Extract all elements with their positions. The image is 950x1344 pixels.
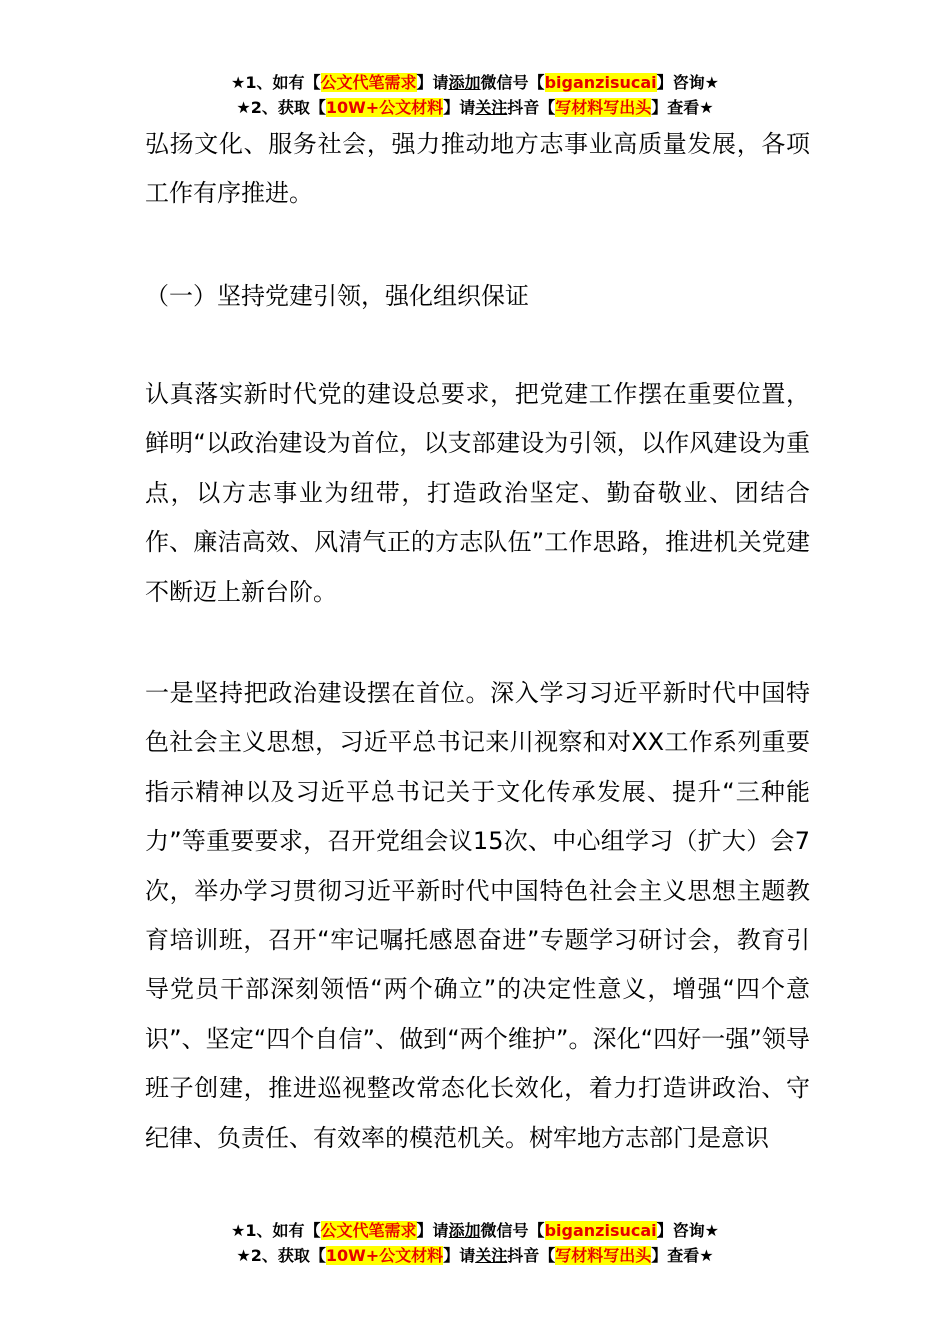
banner-highlight: 写材料写出头	[555, 1246, 652, 1265]
banner-text: 】请	[416, 1221, 449, 1240]
banner-line-2	[0, 95, 950, 120]
paragraph-text: 一是坚持把政治建设摆在首位。深入学习习近平新时代中国特色社会主义思想，习近平总书记来川视察和对XX工作系列重要指示精神以及习近平总书记关于文化传承发展、提升“三种能力”等重要要求，召开党组会议15次、中心组学习（扩大）会7次，举办学习贯彻习近平新时代中国特色社会主义思想主题教育培训班，召开“牢记嘱托感恩奋进”专题学习研讨会，教育引导党员干部深刻领悟“两个确立”的决定性意义，增强“四个意识”、坚定“四个自信”、做到“两个维护”。深化“四好一强”领导班子创建，推进巡视整改常态化长效化，着力打造讲政治、守纪律、负责任、有效率的模范机关。树牢地方志部门是意识	[145, 679, 810, 1152]
paragraph-continuation	[145, 120, 810, 219]
banner-highlight: 写材料写出头	[555, 98, 652, 117]
banner-highlight: biganzisucai	[544, 1221, 657, 1240]
banner-highlight: 公文代笔需求	[320, 73, 417, 92]
banner-text: 抖音【	[507, 98, 556, 117]
banner-line-1	[0, 1218, 950, 1243]
banner-text: 】咨询★	[656, 1221, 719, 1240]
footer-banner	[0, 1218, 950, 1268]
banner-text: 】查看★	[651, 1246, 714, 1265]
banner-emphasis: 添加	[448, 1221, 481, 1240]
banner-text: ★1、如有【	[231, 73, 321, 92]
banner-text: 微信号【	[480, 73, 545, 92]
paragraph-text: 认真落实新时代党的建设总要求，把党建工作摆在重要位置，鲜明“以政治建设为首位，以支部建设为引领，以作风建设为重点，以方志事业为纽带，打造政治坚定、勤奋敬业、团结合作、廉洁高效、风清气正的方志队伍”工作思路，推进机关党建不断迈上新台阶。	[145, 380, 810, 606]
banner-highlight: biganzisucai	[544, 73, 657, 92]
paragraph-political-construction	[145, 669, 810, 1163]
banner-highlight: 10W+公文材料	[325, 98, 444, 117]
banner-text: 微信号【	[480, 1221, 545, 1240]
banner-line-2	[0, 1243, 950, 1268]
banner-text: 】请	[443, 1246, 476, 1265]
banner-text: 抖音【	[507, 1246, 556, 1265]
banner-highlight: 10W+公文材料	[325, 1246, 444, 1265]
banner-text: ★2、获取【	[236, 1246, 326, 1265]
banner-line-1	[0, 70, 950, 95]
section-heading	[145, 272, 810, 321]
banner-text: 】咨询★	[656, 73, 719, 92]
paragraph-party-building	[145, 370, 810, 617]
banner-text: 】查看★	[651, 98, 714, 117]
banner-text: 】请	[416, 73, 449, 92]
paragraph-text: 弘扬文化、服务社会，强力推动地方志事业高质量发展，各项工作有序推进。	[145, 130, 810, 208]
banner-emphasis: 关注	[475, 98, 508, 117]
banner-emphasis: 添加	[448, 73, 481, 92]
header-banner	[0, 70, 950, 120]
banner-text: ★2、获取【	[236, 98, 326, 117]
banner-text: ★1、如有【	[231, 1221, 321, 1240]
heading-text: （一）坚持党建引领，强化组织保证	[145, 282, 529, 310]
banner-emphasis: 关注	[475, 1246, 508, 1265]
banner-highlight: 公文代笔需求	[320, 1221, 417, 1240]
banner-text: 】请	[443, 98, 476, 117]
